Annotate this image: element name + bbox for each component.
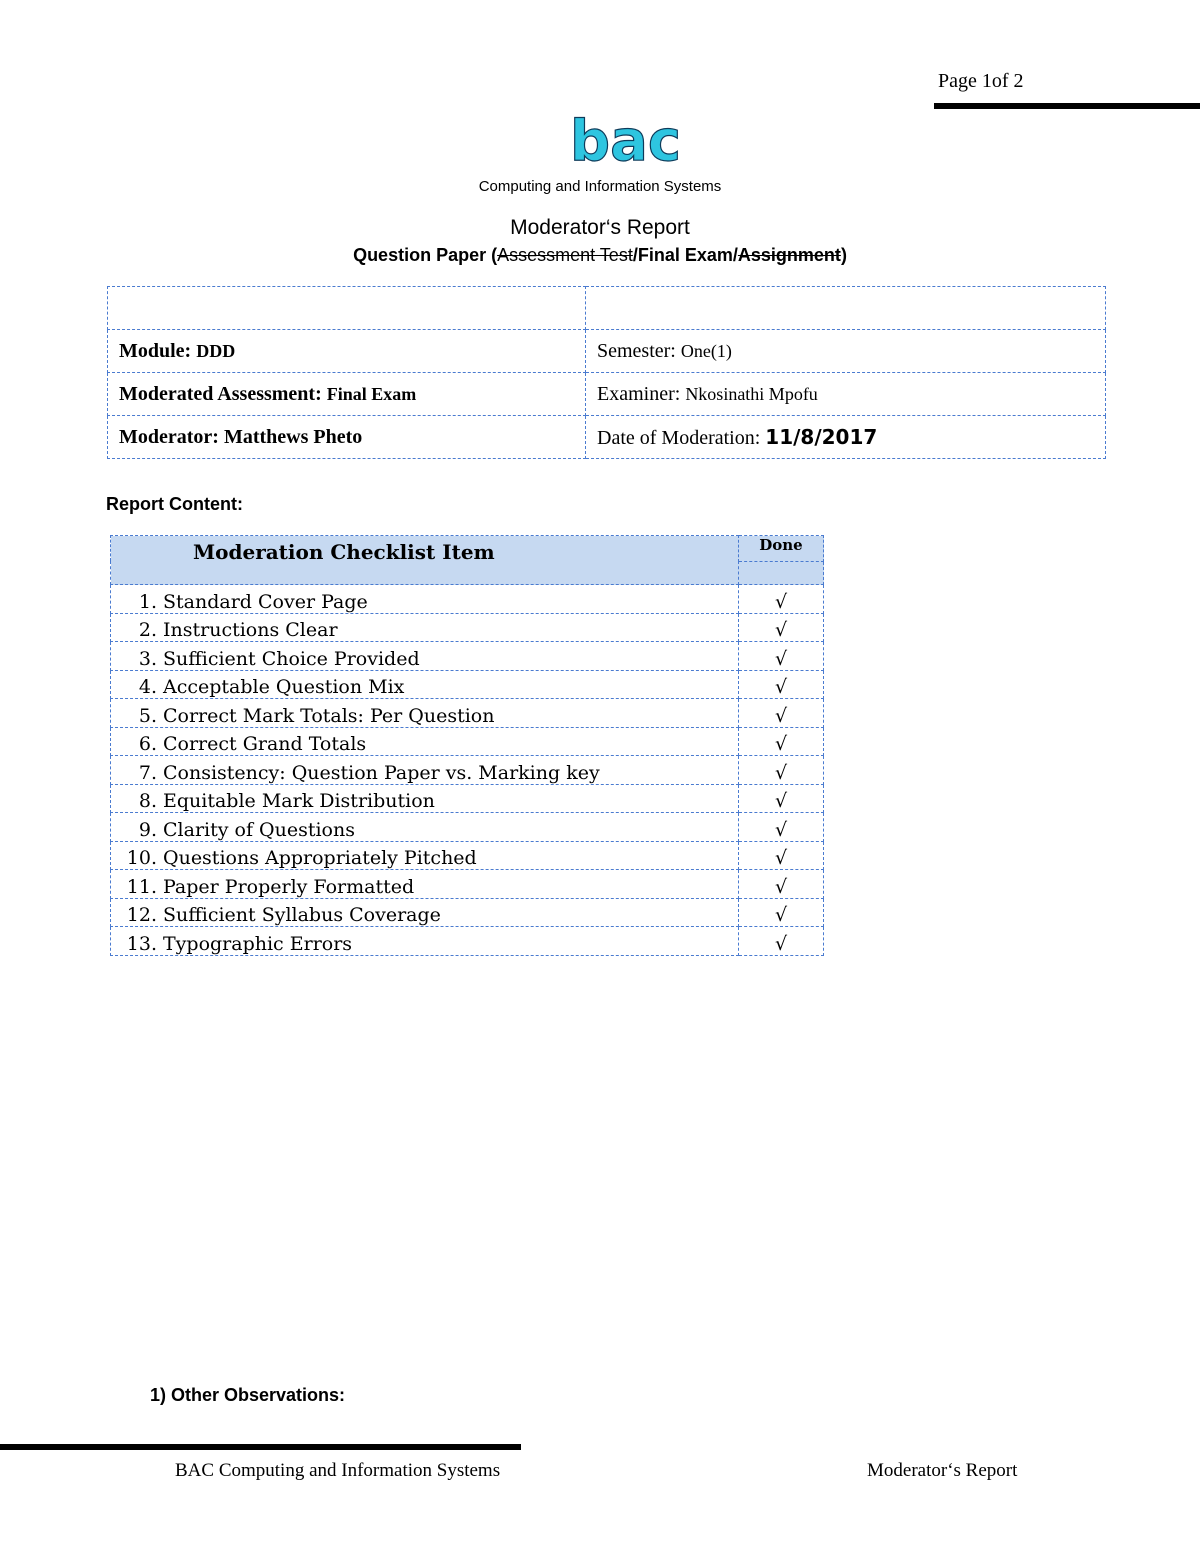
checkmark-icon[interactable]: √ bbox=[739, 756, 824, 785]
checklist-item-number: 6. bbox=[138, 733, 157, 755]
department-name: Computing and Information Systems bbox=[478, 178, 722, 195]
checklist-item-number: 1. bbox=[138, 590, 157, 613]
checklist-item-label: Clarity of Questions bbox=[163, 818, 355, 841]
checklist-item-number: 3. bbox=[138, 647, 157, 670]
struck-assessment-test: Assessment Test bbox=[497, 245, 633, 265]
report-subtitle: Question Paper (Assessment Test/Final Exam/Assignment) bbox=[353, 245, 847, 265]
checklist-row bbox=[111, 699, 824, 728]
checklist-item[interactable] bbox=[111, 898, 739, 927]
checklist-row bbox=[111, 642, 824, 671]
checklist-row bbox=[111, 813, 824, 842]
checklist-item-number: 5. bbox=[138, 704, 157, 727]
checklist-item-number: 2. bbox=[138, 619, 157, 641]
checklist-item-label: Instructions Clear bbox=[163, 619, 338, 641]
bac-logo bbox=[566, 108, 682, 174]
checkmark-icon[interactable]: √ bbox=[739, 585, 824, 614]
page-number: Page 1of 2 bbox=[938, 70, 1024, 92]
checklist-row bbox=[111, 784, 824, 813]
checklist-item-number: 10. bbox=[126, 847, 157, 869]
checkmark-icon[interactable]: √ bbox=[739, 898, 824, 927]
checklist-row bbox=[111, 927, 824, 956]
checklist-item-label: Consistency: Question Paper vs. Marking key bbox=[163, 761, 600, 784]
checklist-item-label: Paper Properly Formatted bbox=[163, 875, 415, 898]
info-blank-right[interactable] bbox=[586, 287, 1106, 330]
selected-final-exam: Final Exam bbox=[637, 245, 733, 265]
checklist-item[interactable] bbox=[111, 642, 739, 671]
checklist-item[interactable] bbox=[111, 727, 739, 756]
checklist-item-number: 7. bbox=[138, 761, 157, 784]
checklist-item[interactable] bbox=[111, 699, 739, 728]
checklist-item[interactable] bbox=[111, 813, 739, 842]
checklist-row bbox=[111, 756, 824, 785]
footer-left: BAC Computing and Information Systems bbox=[175, 1460, 501, 1481]
checklist-item[interactable] bbox=[111, 870, 739, 899]
checklist-item[interactable] bbox=[111, 613, 739, 642]
checklist-row bbox=[111, 898, 824, 927]
checklist-item-label: Sufficient Choice Provided bbox=[163, 647, 420, 670]
footer-rule bbox=[0, 1444, 521, 1450]
module-cell[interactable]: Module: DDD bbox=[108, 330, 586, 373]
checklist-item[interactable] bbox=[111, 841, 739, 870]
examiner-cell[interactable]: Examiner: Nkosinathi Mpofu bbox=[586, 373, 1106, 416]
checkmark-icon[interactable]: √ bbox=[739, 670, 824, 699]
header-rule bbox=[934, 103, 1200, 109]
checklist-header-item: Moderation Checklist Item bbox=[111, 536, 739, 585]
checklist-row bbox=[111, 841, 824, 870]
checkmark-icon[interactable]: √ bbox=[739, 870, 824, 899]
checklist-item[interactable] bbox=[111, 927, 739, 956]
report-content-heading: Report Content: bbox=[106, 494, 243, 514]
checkmark-icon[interactable]: √ bbox=[739, 927, 824, 956]
assessment-cell[interactable]: Moderated Assessment: Final Exam bbox=[108, 373, 586, 416]
checklist-item-label: Correct Grand Totals bbox=[163, 733, 367, 755]
checklist-item[interactable] bbox=[111, 756, 739, 785]
checklist-item-number: 9. bbox=[138, 818, 157, 841]
report-title: Moderator‘s Report bbox=[510, 216, 690, 239]
checklist-header-done-blank bbox=[739, 561, 824, 584]
checklist-item-number: 12. bbox=[126, 904, 157, 926]
checklist-row bbox=[111, 613, 824, 642]
checklist-item-number: 13. bbox=[126, 932, 157, 955]
checkmark-icon[interactable]: √ bbox=[739, 642, 824, 671]
struck-assignment: Assignment bbox=[737, 245, 841, 265]
info-table bbox=[107, 286, 1106, 459]
semester-cell[interactable]: Semester: One(1) bbox=[586, 330, 1106, 373]
moderation-checklist bbox=[110, 535, 824, 956]
checklist-item[interactable] bbox=[111, 585, 739, 614]
checkmark-icon[interactable]: √ bbox=[739, 613, 824, 642]
checklist-item-number: 8. bbox=[138, 790, 157, 812]
checklist-row bbox=[111, 585, 824, 614]
checklist-row bbox=[111, 727, 824, 756]
date-cell[interactable]: Date of Moderation: 11/8/2017 bbox=[586, 416, 1106, 459]
other-observations-heading: 1) Other Observations: bbox=[150, 1385, 346, 1405]
svg-text:bac: bac bbox=[570, 109, 682, 174]
checklist-header-done: Done bbox=[739, 536, 824, 562]
checklist-item-number: 11. bbox=[126, 875, 157, 898]
checklist-item-label: Standard Cover Page bbox=[163, 590, 368, 613]
checkmark-icon[interactable]: √ bbox=[739, 699, 824, 728]
checklist-item-label: Correct Mark Totals: Per Question bbox=[163, 704, 495, 727]
checkmark-icon[interactable]: √ bbox=[739, 841, 824, 870]
checklist-item-label: Typographic Errors bbox=[163, 932, 353, 955]
checkmark-icon[interactable]: √ bbox=[739, 813, 824, 842]
checklist-item-label: Equitable Mark Distribution bbox=[163, 790, 435, 812]
checklist-row bbox=[111, 670, 824, 699]
footer-right: Moderator‘s Report bbox=[867, 1460, 1018, 1481]
moderator-cell[interactable]: Moderator: Matthews Pheto bbox=[108, 416, 586, 459]
checkmark-icon[interactable]: √ bbox=[739, 784, 824, 813]
checklist-item-label: Acceptable Question Mix bbox=[163, 676, 405, 698]
checklist-row bbox=[111, 870, 824, 899]
info-blank-left[interactable] bbox=[108, 287, 586, 330]
checklist-body bbox=[111, 585, 824, 956]
checklist-item-label: Questions Appropriately Pitched bbox=[163, 847, 477, 869]
checklist-item-label: Sufficient Syllabus Coverage bbox=[163, 904, 441, 926]
checklist-item[interactable] bbox=[111, 784, 739, 813]
checkmark-icon[interactable]: √ bbox=[739, 727, 824, 756]
checklist-item-number: 4. bbox=[138, 676, 157, 698]
checklist-item[interactable] bbox=[111, 670, 739, 699]
